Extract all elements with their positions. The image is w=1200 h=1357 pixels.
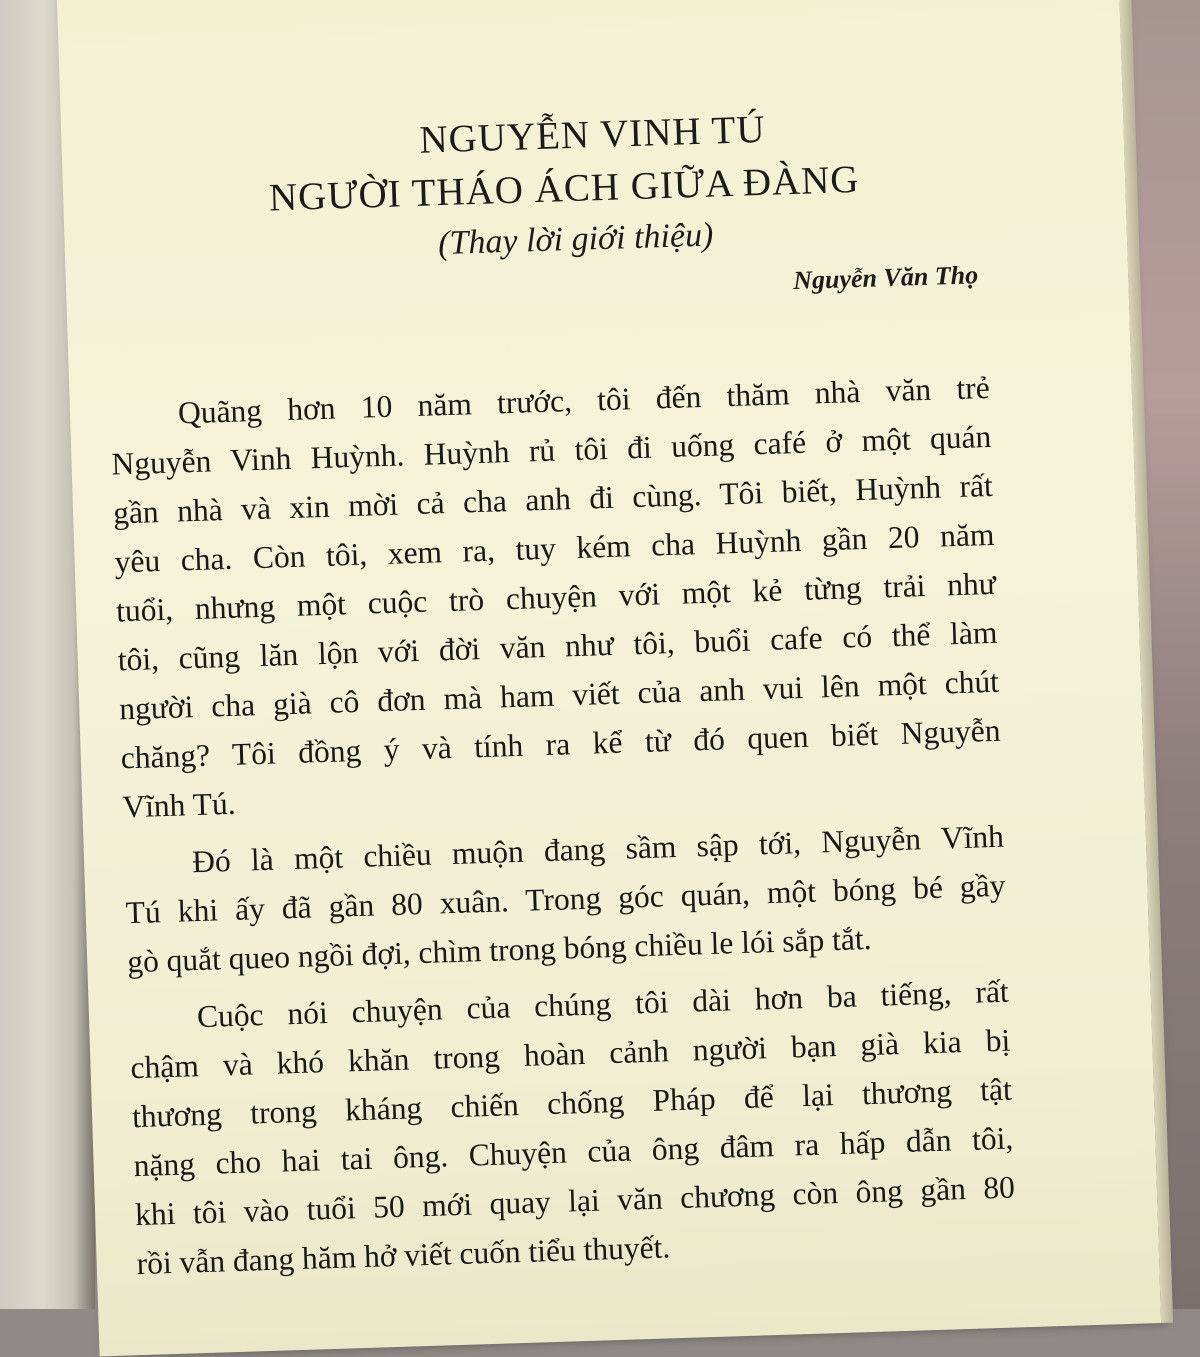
text-line: Đó là một chiều muộn đang sầm sập tới, Nguyễn Vĩnh — [191, 818, 1005, 880]
text-line: Nguyễn Vinh Huỳnh. Huỳnh rủ tôi đi uống café ở một quán — [111, 418, 992, 482]
text-line: người cha già cô đơn mà ham viết của anh vui lên một chút — [118, 663, 1000, 727]
text-line: Vĩnh Tú. — [121, 785, 237, 825]
text-line: gò quắt queo ngồi đợi, chìm trong bóng chiều le lói sắp tắt. — [126, 920, 872, 980]
book-page — [57, 0, 1161, 1356]
text-line: Quãng hơn 10 năm trước, tôi đến thăm nhà văn trẻ — [177, 369, 991, 431]
paragraph — [123, 812, 1007, 987]
author-name: Nguyễn Văn Thọ — [792, 260, 979, 296]
text-line: chăng? Tôi đồng ý và tính ra kể từ đó quen biết Nguyễn — [120, 712, 1001, 776]
paragraph — [109, 363, 1002, 831]
text-line: chậm và khó khăn trong hoàn cảnh người bạn già kia bị — [130, 1022, 1011, 1086]
paragraph — [128, 967, 1017, 1288]
chapter-title-line-2: NGƯỜI THÁO ÁCH GIỮA ĐÀNG — [268, 157, 861, 220]
text-line: gần nhà và xin mời cả cha anh đi cùng. Tôi biết, Huỳnh rất — [112, 467, 994, 531]
text-line: thương trong kháng chiến chống Pháp để lại thương tật — [131, 1071, 1013, 1135]
text-line: Tú khi ấy đã gần 80 xuân. Trong góc quán, một bóng bé gầy — [125, 867, 1006, 931]
chapter-title-line-1: NGUYỄN VINH TÚ — [418, 107, 767, 162]
body-text — [109, 363, 1017, 1296]
text-line: nặng cho hai tai ông. Chuyện của ông đâm ra hấp dẫn tôi, — [133, 1120, 1014, 1184]
text-line: tôi, cũng lăn lộn với đời văn như tôi, buổi cafe có thể làm — [117, 614, 998, 678]
text-line: yêu cha. Còn tôi, xem ra, tuy kém cha Huỳnh gần 20 năm — [114, 516, 995, 580]
chapter-subtitle: (Thay lời giới thiệu) — [437, 216, 714, 263]
text-line: rồi vẫn đang hăm hở viết cuốn tiểu thuyết. — [136, 1229, 671, 1282]
text-line: Cuộc nói chuyện của chúng tôi dài hơn ba tiếng, rất — [196, 973, 1010, 1035]
text-line: tuổi, nhưng một cuộc trò chuyện với một kẻ từng trải như — [115, 565, 997, 629]
text-line: khi tôi vào tuổi 50 mới quay lại văn chương còn ông gần 80 — [134, 1169, 1016, 1233]
